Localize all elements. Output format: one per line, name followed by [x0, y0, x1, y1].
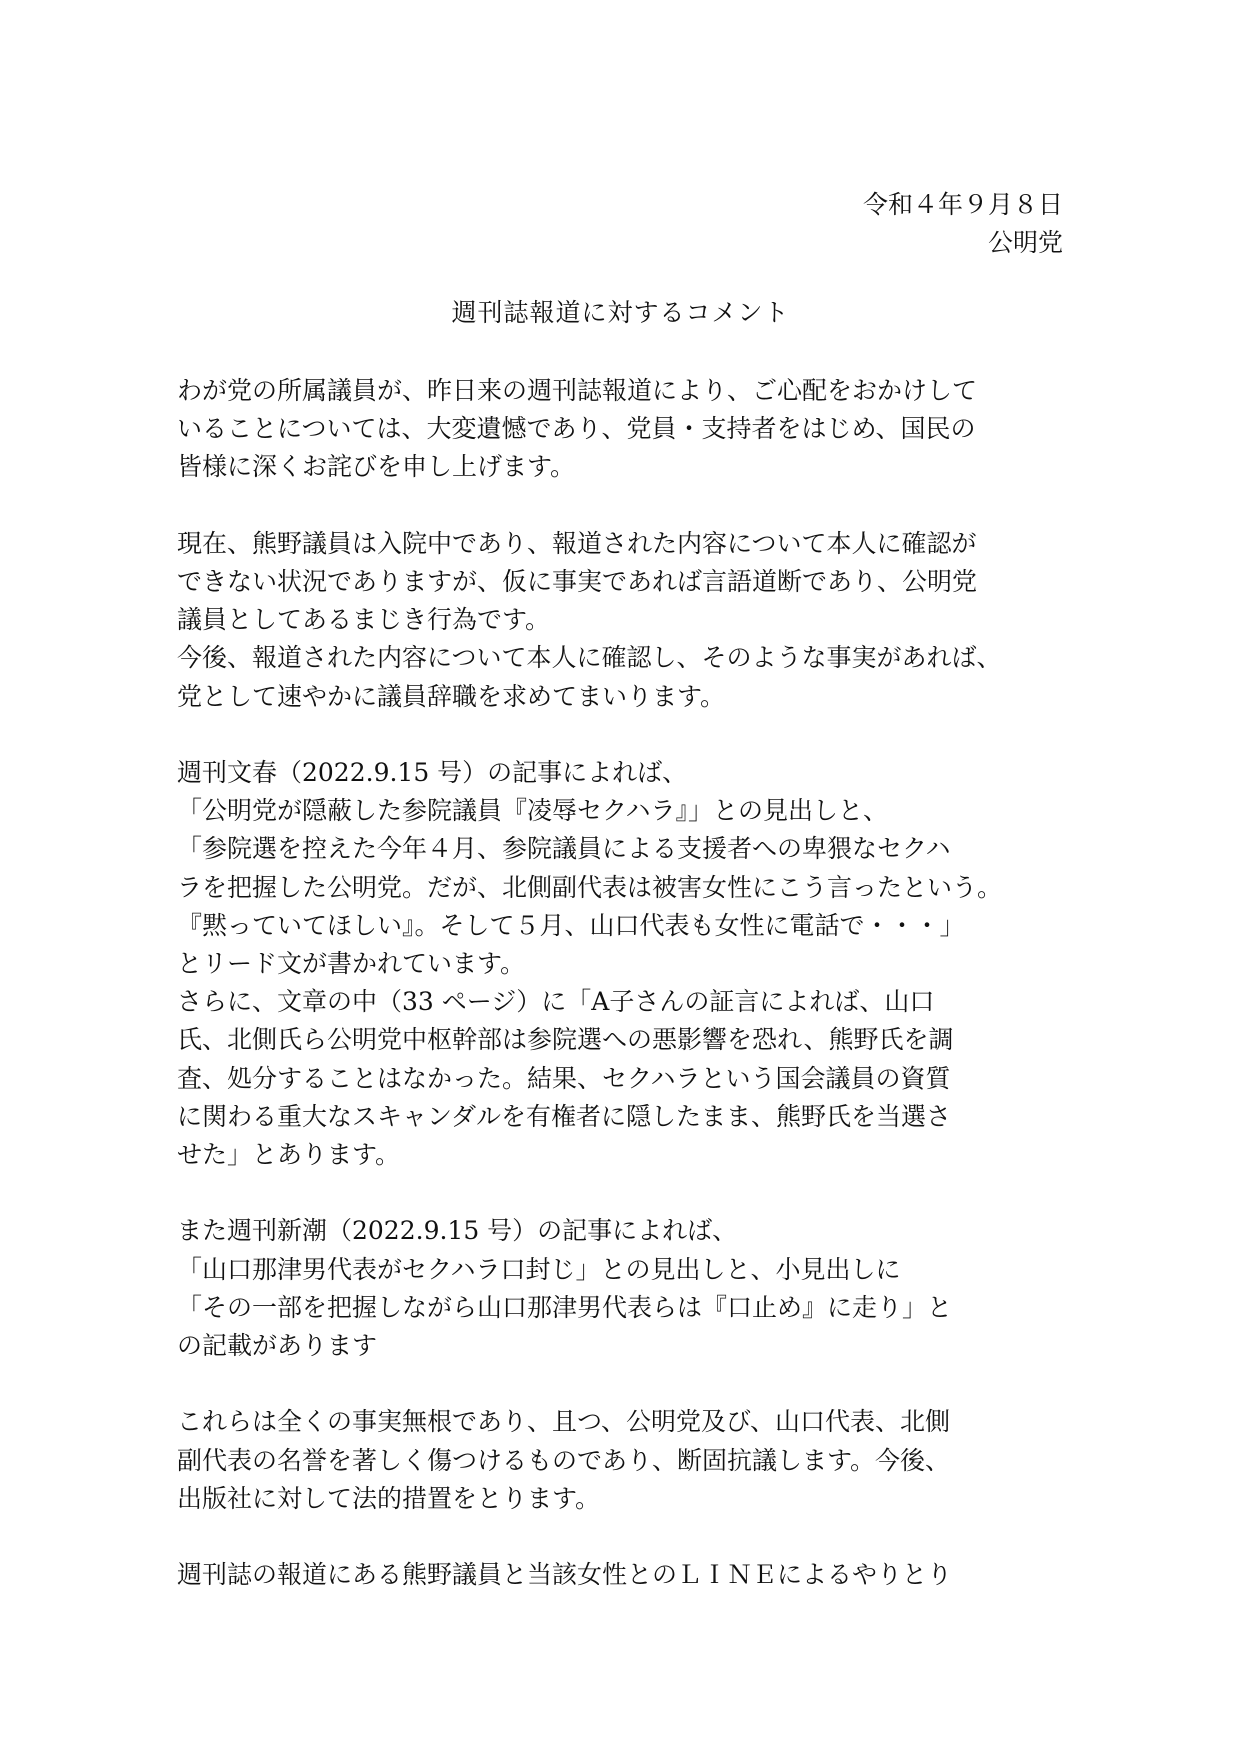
text-line: 皆様に深くお詫びを申し上げます。	[177, 452, 576, 482]
text-line: できない状況でありますが、仮に事実であれば言語道断であり、公明党	[177, 567, 978, 596]
text-line: さらに、文章の中（33 ページ）に「A子さんの証言によれば、山口	[177, 987, 935, 1017]
text-line: 今後、報道された内容について本人に確認し、そのような事実があれば、	[177, 643, 1002, 673]
text-line: また週刊新潮（2022.9.15 号）の記事によれば、	[177, 1216, 738, 1246]
paragraph-current-status	[177, 525, 1087, 716]
text-line: 「山口那津男代表がセクハラ口封じ」との見出しと、小見出しに	[177, 1254, 901, 1284]
text-line: わが党の所属議員が、昨日来の週刊誌報道により、ご心配をおかけして	[177, 376, 978, 405]
text-line: 「公明党が隠蔽した参院議員『凌辱セクハラ』」との見出しと、	[177, 796, 889, 826]
text-line: 現在、熊野議員は入院中であり、報道された内容について本人に確認が	[177, 528, 977, 558]
text-line: 出版社に対して法的措置をとります。	[177, 1483, 601, 1513]
paragraph-shincho-report	[177, 1212, 1087, 1365]
paragraph-bunshun-report	[177, 754, 1087, 1174]
text-line: 査、処分することはなかった。結果、セクハラという国会議員の資質	[177, 1063, 951, 1093]
text-line: 週刊文春（2022.9.15 号）の記事によれば、	[177, 758, 688, 787]
text-line: 「参院選を控えた今年４月、参院議員による支援者への卑猥なセクハ	[177, 834, 951, 864]
text-line: これらは全くの事実無根であり、且つ、公明党及び、山口代表、北側	[177, 1407, 951, 1437]
text-line: 議員としてあるまじき行為です。	[177, 605, 551, 635]
text-line: 副代表の名誉を著しく傷つけるものであり、断固抗議します。今後、	[177, 1445, 951, 1475]
text-line: ラを把握した公明党。だが、北側副代表は被害女性にこう言ったという。	[177, 872, 1003, 902]
paragraph-line-messages	[177, 1556, 1087, 1594]
text-line: の記載があります	[177, 1331, 378, 1361]
text-line: に関わる重大なスキャンダルを有権者に隠したまま、熊野氏を当選さ	[177, 1101, 952, 1131]
paragraph-protest	[177, 1403, 1087, 1518]
document-date: 令和４年９月８日	[862, 190, 1063, 219]
text-line: 『黙っていてほしい』。そして５月、山口代表も女性に電話で・・・」	[177, 910, 965, 940]
text-line: 「その一部を把握しながら山口那津男代表らは『口止め』に走り」と	[177, 1292, 953, 1322]
text-line: 氏、北側氏ら公明党中枢幹部は参院選への悪影響を恐れ、熊野氏を調	[177, 1025, 954, 1055]
text-line: 週刊誌の報道にある熊野議員と当該女性とのＬＩＮＥによるやりとり	[177, 1560, 953, 1590]
document-header	[863, 186, 1063, 262]
document-body	[177, 372, 1087, 1633]
document-title: 週刊誌報道に対するコメント	[451, 298, 790, 327]
document-issuer: 公明党	[987, 228, 1063, 257]
text-line: せた」とあります。	[177, 1140, 401, 1170]
text-line: 党として速やかに議員辞職を求めてまいります。	[177, 681, 726, 711]
paragraph-apology	[177, 372, 1087, 487]
text-line: とリード文が書かれています。	[177, 949, 526, 979]
text-line: いることについては、大変遺憾であり、党員・支持者をはじめ、国民の	[177, 414, 976, 444]
